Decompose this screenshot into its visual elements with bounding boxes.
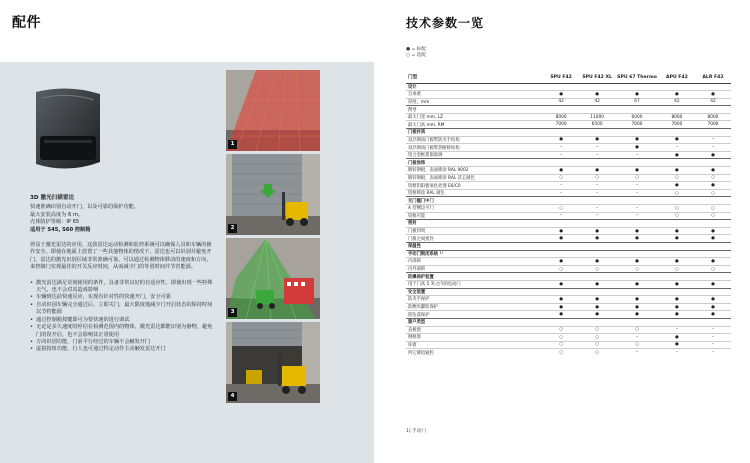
table-cell: ●	[695, 151, 731, 159]
table-row	[406, 167, 731, 175]
row-label: 无门槛门中门	[406, 197, 543, 205]
table-cell: 8000	[659, 113, 695, 121]
table-cell: ●	[659, 296, 695, 304]
table-cell	[659, 273, 695, 281]
table-cell: ●	[543, 235, 579, 243]
table-cell	[543, 159, 579, 167]
left-page	[0, 0, 374, 463]
table-cell	[695, 83, 731, 91]
table-cell: ●	[695, 258, 731, 266]
table-row	[406, 151, 731, 159]
row-label: 铝框铝阳极氧化处理 E6/C0	[406, 182, 543, 190]
table-cell	[659, 159, 695, 167]
table-cell	[579, 220, 615, 228]
table-row	[406, 91, 731, 99]
row-label: 内部锁	[406, 258, 543, 266]
table-cell: ○	[543, 174, 579, 182]
table-cell: ●	[615, 258, 659, 266]
table-cell: ●	[695, 227, 731, 235]
table-row	[406, 205, 731, 213]
table-cell	[695, 220, 731, 228]
table-cell: ●	[579, 296, 615, 304]
table-section-row	[406, 288, 731, 296]
table-row	[406, 258, 731, 266]
table-cell: ○	[543, 205, 579, 213]
feature-list	[30, 280, 215, 354]
table-cell	[695, 197, 731, 205]
table-cell	[615, 197, 659, 205]
table-cell: ○	[615, 326, 659, 334]
row-label: 内外部锁	[406, 265, 543, 273]
table-cell: –	[579, 144, 615, 152]
legend-standard: ● = 标配	[406, 47, 426, 52]
table-cell: –	[695, 136, 731, 144]
column-header: SPU F42 XL	[579, 72, 615, 83]
table-cell: ●	[659, 280, 695, 288]
table-cell: ●	[695, 311, 731, 319]
row-label: 钢框窗	[406, 334, 543, 342]
photo-green-laser	[226, 238, 320, 319]
table-cell	[615, 288, 659, 296]
table-cell: –	[659, 326, 695, 334]
table-cell	[659, 250, 695, 258]
table-cell	[695, 318, 731, 326]
table-cell: ○	[659, 265, 695, 273]
table-cell: ○	[543, 334, 579, 342]
table-cell: 8000	[543, 113, 579, 121]
table-cell	[615, 250, 659, 258]
row-label: 窗户类型	[406, 318, 543, 326]
table-cell	[615, 242, 659, 250]
table-cell	[543, 288, 579, 296]
table-cell: ●	[579, 258, 615, 266]
table-cell: –	[579, 189, 615, 197]
table-cell: ●	[543, 167, 579, 175]
row-label: 环窗	[406, 341, 543, 349]
table-cell	[543, 318, 579, 326]
table-section-row	[406, 197, 731, 205]
table-cell: ●	[579, 167, 615, 175]
table-cell: 7000	[659, 121, 695, 129]
table-cell: ●	[695, 296, 731, 304]
table-cell	[543, 83, 579, 91]
table-cell	[579, 129, 615, 137]
laser-scanner-image	[28, 84, 108, 174]
table-cell: –	[543, 182, 579, 190]
table-cell: ○	[695, 205, 731, 213]
table-cell: 67	[615, 98, 659, 106]
table-cell: ○	[615, 174, 659, 182]
table-cell: ●	[615, 235, 659, 243]
list-item: • 虚拟按钮功能，行人也可通过特定动作主动触发雷达开门	[30, 346, 215, 353]
row-label: 防爆保护装置	[406, 273, 543, 281]
table-cell: 7000	[543, 121, 579, 129]
table-section-row	[406, 106, 731, 114]
row-label: 厚度，mm	[406, 98, 543, 106]
row-label: 最大门高 mm, RM	[406, 121, 543, 129]
column-header: ALR F42	[695, 72, 731, 83]
table-cell: ●	[579, 91, 615, 99]
table-cell: –	[695, 144, 731, 152]
table-cell: ●	[659, 136, 695, 144]
table-cell: ●	[579, 303, 615, 311]
table-cell: ●	[659, 258, 695, 266]
table-row	[406, 265, 731, 273]
table-cell: ○	[659, 205, 695, 213]
table-cell: –	[695, 341, 731, 349]
list-item: • 车辆到达前快速反应，实现有针对性的快速开门，安全可靠	[30, 294, 215, 301]
table-cell	[659, 83, 695, 91]
table-cell	[579, 159, 615, 167]
table-cell: ●	[615, 303, 659, 311]
table-cell: ●	[659, 334, 695, 342]
table-cell: ●	[543, 280, 579, 288]
row-label: 门板材质	[406, 129, 543, 137]
table-cell: ●	[543, 91, 579, 99]
table-cell: 42	[695, 98, 731, 106]
list-item: • 通过控制箱按键即可为要快速的进行调试	[30, 317, 215, 324]
photo-open-door-forklift	[226, 322, 320, 403]
row-label: 手动门锁闭系统 ¹⁾	[406, 250, 543, 258]
table-cell: ●	[659, 303, 695, 311]
table-cell: ○	[659, 174, 695, 182]
page-title-accessories: 配件	[12, 15, 41, 31]
table-cell: –	[579, 212, 615, 220]
table-cell: –	[543, 144, 579, 152]
table-cell: ●	[543, 296, 579, 304]
table-cell: ●	[695, 167, 731, 175]
table-cell: ○	[579, 334, 615, 342]
table-cell	[659, 220, 695, 228]
legend-optional: ○ = 选配	[406, 53, 426, 58]
row-label: 防侧夹脚防保护	[406, 303, 543, 311]
row-label: 所它镀铝通腔	[406, 349, 543, 357]
table-cell: –	[615, 212, 659, 220]
table-cell: ●	[615, 91, 659, 99]
table-cell: ●	[615, 280, 659, 288]
table-cell: ○	[543, 326, 579, 334]
list-item: • 激光雷达满足苛刻使用的条件，具备非常良好的自适应性，即使出现一些特殊天气，也不会对其造成影响	[30, 280, 215, 295]
table-section-row	[406, 318, 731, 326]
table-cell	[579, 288, 615, 296]
table-cell	[543, 250, 579, 258]
table-cell: ○	[579, 174, 615, 182]
table-cell	[615, 273, 659, 281]
table-row	[406, 303, 731, 311]
table-cell: –	[695, 334, 731, 342]
table-row	[406, 182, 731, 190]
photo-number: 3	[228, 308, 237, 317]
table-cell: ○	[695, 265, 731, 273]
table-cell: ○	[543, 265, 579, 273]
table-cell: ○	[659, 212, 695, 220]
page-title-specs: 技术参数一览	[406, 16, 485, 30]
photo-column	[226, 70, 320, 406]
table-cell	[543, 129, 579, 137]
row-label: 门板四周	[406, 227, 543, 235]
table-cell: 42	[659, 98, 695, 106]
table-cell	[615, 318, 659, 326]
table-row	[406, 349, 731, 357]
table-cell	[615, 106, 659, 114]
right-page	[376, 0, 750, 463]
table-cell: ○	[659, 189, 695, 197]
description-paragraph: 得益于激光雷达的应用，这款雷达运动检测和监控系统可以确保人员和车辆的操作安全。即使在地面上放置了一些其他物体的情况下，雷达也可以识别并避免开门。雷达的激光识别区域非常准确可靠，可以通过检测物体移动的速度和方向，来控制门实现最佳的开关反应时间，从而减少门的等留时间并节省能源。	[30, 242, 212, 271]
table-cell: –	[543, 212, 579, 220]
table-row	[406, 280, 731, 288]
row-label: 密封	[406, 220, 543, 228]
table-cell: ●	[579, 280, 615, 288]
photo-red-laser	[226, 70, 320, 151]
table-cell: ○	[695, 189, 731, 197]
table-cell	[695, 106, 731, 114]
list-item: • 自动识别车辆完全通过后，立即关门，最大限度地减少门开启状态的保持时间以节约能源	[30, 302, 215, 317]
intro-line: 快速准确识别自动开门，以及可靠的保护功能。	[30, 204, 139, 211]
table-cell: –	[543, 189, 579, 197]
table-cell: ●	[579, 227, 615, 235]
row-label: 用于门高 5 米之内的电动门	[406, 280, 543, 288]
table-section-row	[406, 83, 731, 91]
footnote: 1) 手动门	[406, 429, 426, 434]
table-row	[406, 121, 731, 129]
table-cell: ○	[615, 265, 659, 273]
row-label: 尺寸	[406, 106, 543, 114]
product-description	[30, 195, 215, 354]
row-label: 保温性	[406, 242, 543, 250]
row-label: 门板涂饰	[406, 159, 543, 167]
table-cell: –	[615, 151, 659, 159]
table-cell: –	[659, 144, 695, 152]
table-cell	[695, 159, 731, 167]
table-cell: ○	[695, 212, 731, 220]
table-cell: ○	[579, 326, 615, 334]
table-cell: –	[615, 189, 659, 197]
row-label: 铝框喷涂 RAL 颜色	[406, 189, 543, 197]
table-cell	[659, 106, 695, 114]
column-header: 门型	[406, 72, 543, 83]
table-cell	[579, 318, 615, 326]
table-row	[406, 98, 731, 106]
row-label: 防坠落保护	[406, 311, 543, 319]
table-cell: ○	[579, 349, 615, 357]
row-label: 双层钢质门板带防夹手结构	[406, 136, 543, 144]
table-row	[406, 144, 731, 152]
table-cell: –	[579, 182, 615, 190]
table-cell: ●	[543, 311, 579, 319]
table-cell	[659, 288, 695, 296]
table-cell: ○	[543, 349, 579, 357]
table-cell: ●	[695, 280, 731, 288]
row-label: 直板窗	[406, 326, 543, 334]
table-cell: 7000	[695, 121, 731, 129]
row-label: 最大门宽 mm, LZ	[406, 113, 543, 121]
table-cell: –	[615, 334, 659, 342]
legend	[406, 47, 426, 59]
table-cell: ●	[615, 227, 659, 235]
table-cell	[695, 288, 731, 296]
column-header: SPU 67 Thermo	[615, 72, 659, 83]
row-label: 镀锌钢板，表面喷涂 RAL 其它颜色	[406, 174, 543, 182]
table-cell	[543, 197, 579, 205]
table-row	[406, 235, 731, 243]
table-cell: ●	[659, 227, 695, 235]
row-label: 铝合金框架嵌玻璃	[406, 151, 543, 159]
table-cell	[615, 220, 659, 228]
table-cell: 6000	[615, 113, 659, 121]
table-cell: 42	[543, 98, 579, 106]
table-cell: ●	[615, 296, 659, 304]
column-header: APU F42	[659, 72, 695, 83]
table-cell	[579, 83, 615, 91]
photo-number: 2	[228, 224, 237, 233]
table-cell: ●	[543, 303, 579, 311]
table-cell: ○	[579, 265, 615, 273]
table-cell	[579, 273, 615, 281]
table-row	[406, 334, 731, 342]
table-cell: ○	[579, 341, 615, 349]
table-row	[406, 136, 731, 144]
row-label: 门板之间密封	[406, 235, 543, 243]
table-cell	[615, 83, 659, 91]
table-cell: –	[659, 349, 695, 357]
table-cell: –	[543, 151, 579, 159]
table-cell: 11000	[579, 113, 615, 121]
spec-table-body	[406, 83, 731, 356]
table-section-row	[406, 242, 731, 250]
table-cell: ●	[579, 136, 615, 144]
table-cell: ○	[543, 341, 579, 349]
table-cell: ●	[543, 258, 579, 266]
row-label: A 型侧边可门	[406, 205, 543, 213]
table-section-row	[406, 159, 731, 167]
table-cell: ●	[659, 167, 695, 175]
row-label: 防夹手保护	[406, 296, 543, 304]
table-row	[406, 212, 731, 220]
list-item: • 无论是多久速度时停信在检测范围内的物体，激光雷达都能识别为静物，避免门的误开启，也不会影响其正常使用	[30, 324, 215, 339]
table-cell: –	[615, 182, 659, 190]
table-cell	[659, 129, 695, 137]
table-cell	[659, 242, 695, 250]
table-cell	[615, 129, 659, 137]
table-row	[406, 113, 731, 121]
table-cell: –	[615, 205, 659, 213]
table-row	[406, 326, 731, 334]
table-cell	[579, 242, 615, 250]
row-label: 双层钢质门板带热断桥结构	[406, 144, 543, 152]
table-cell: ●	[579, 235, 615, 243]
table-cell	[695, 242, 731, 250]
table-cell: –	[695, 326, 731, 334]
table-cell	[615, 159, 659, 167]
table-cell: ●	[615, 167, 659, 175]
table-cell: ●	[695, 235, 731, 243]
table-row	[406, 341, 731, 349]
table-cell: ●	[615, 136, 659, 144]
table-cell: ●	[659, 341, 695, 349]
table-cell: –	[579, 151, 615, 159]
table-cell: ●	[579, 311, 615, 319]
table-row	[406, 296, 731, 304]
table-cell: ●	[695, 303, 731, 311]
table-cell: 7000	[615, 121, 659, 129]
table-cell	[695, 129, 731, 137]
table-cell: ●	[695, 182, 731, 190]
table-cell: 6500	[579, 121, 615, 129]
table-cell	[543, 242, 579, 250]
table-cell	[659, 318, 695, 326]
product-heading: 3D 激光扫描雷达	[30, 195, 75, 201]
list-item: • 方向识别功能，门前平行经过的车辆不会触发开门	[30, 339, 215, 346]
table-cell: 8000	[695, 113, 731, 121]
table-cell: ●	[543, 136, 579, 144]
table-cell: ●	[615, 311, 659, 319]
table-section-row	[406, 220, 731, 228]
photo-closed-door-forklift	[226, 154, 320, 235]
intro-line: 最大安装高度为 6 m。	[30, 211, 84, 218]
table-section-row	[406, 250, 731, 258]
column-header: SPU F42	[543, 72, 579, 83]
table-cell: 42	[579, 98, 615, 106]
intro-bold-line: 适用于 S45, S60 控制箱	[30, 226, 91, 233]
photo-number: 1	[228, 140, 237, 149]
table-cell: ●	[659, 91, 695, 99]
table-row	[406, 189, 731, 197]
row-label: 安全装置	[406, 288, 543, 296]
row-label: 自承重	[406, 91, 543, 99]
table-cell	[579, 106, 615, 114]
table-cell	[579, 250, 615, 258]
table-cell: –	[695, 349, 731, 357]
row-label: 铝框可能	[406, 212, 543, 220]
table-cell: ●	[659, 182, 695, 190]
table-cell: ●	[659, 151, 695, 159]
photo-number: 4	[228, 392, 237, 401]
table-section-row	[406, 273, 731, 281]
table-cell	[659, 197, 695, 205]
table-cell: ○	[695, 174, 731, 182]
table-cell: ●	[543, 227, 579, 235]
table-row	[406, 227, 731, 235]
table-row	[406, 174, 731, 182]
table-cell: ●	[659, 235, 695, 243]
table-cell: –	[615, 349, 659, 357]
table-cell: ●	[615, 144, 659, 152]
spec-header-row	[406, 72, 731, 83]
table-cell	[543, 106, 579, 114]
row-label: 设计	[406, 83, 543, 91]
table-cell	[543, 273, 579, 281]
table-cell: ●	[659, 311, 695, 319]
table-cell	[695, 250, 731, 258]
table-cell	[543, 220, 579, 228]
table-cell	[579, 197, 615, 205]
intro-line: 壳体防护等级：IP 65	[30, 219, 80, 226]
table-cell: –	[579, 205, 615, 213]
spec-table	[406, 72, 731, 356]
table-section-row	[406, 129, 731, 137]
row-label: 镀锌钢板，表面喷涂 RAL 9002	[406, 167, 543, 175]
table-cell	[695, 273, 731, 281]
table-row	[406, 311, 731, 319]
table-cell: ○	[615, 341, 659, 349]
table-cell: ●	[695, 91, 731, 99]
